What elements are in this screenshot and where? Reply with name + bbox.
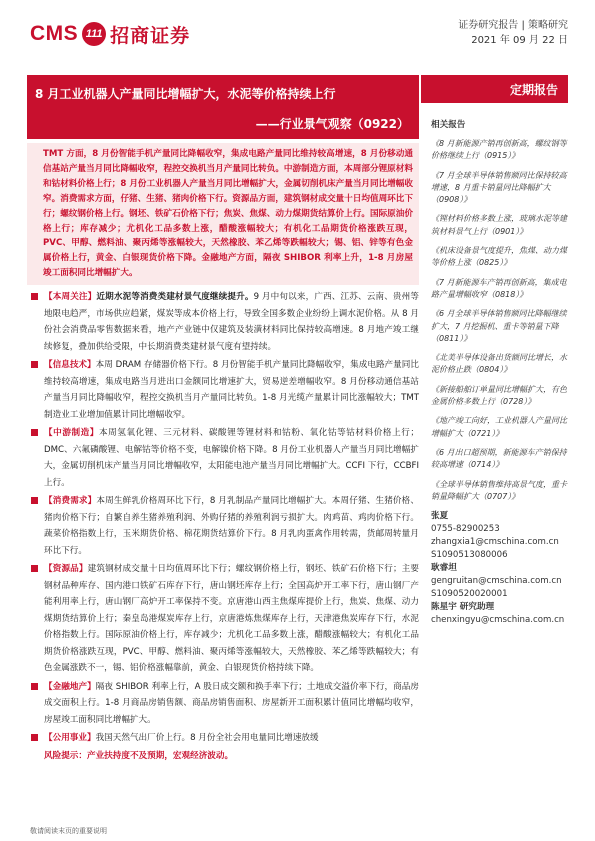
page-header bbox=[0, 0, 595, 60]
related-report-link[interactable]: 《6 月全球半导体销售额同比降幅继续扩大，7 月挖掘机、重卡等销量下降（0811）》 bbox=[431, 309, 567, 343]
related-report-link[interactable]: 《地产竣工向好，工业机器人产量同比增幅扩大（0721）》 bbox=[431, 416, 567, 438]
logo-cms-text: CMS bbox=[30, 22, 79, 45]
analyst-name: 张夏 bbox=[431, 511, 449, 522]
analyst-email[interactable]: chenxingyu@cmschina.com.cn bbox=[431, 615, 565, 626]
bullet-square-icon bbox=[31, 565, 38, 572]
analyst-phone: 0755-82900253 bbox=[431, 524, 500, 535]
related-report-link[interactable]: 《7 月全球半导体销售额同比保持较高增速，8 月重卡销量同比降幅扩大（0908）》 bbox=[431, 170, 567, 205]
bullet-midstream: 【中游制造】本周氢氧化锂、三元材料、碳酸锂等锂材料和钴粉、氧化钴等钴材料价格上行；DMC、六氟磷酸锂、电解钴等价格不变，电解镍价格下降。8 月份工业机器人产量当月同比增幅扩大，金属切削机床产量当月同比增幅收窄，太阳能电池产量当月同比增幅扩大。CCFI 下行，CCBFI 上行。 bbox=[27, 425, 419, 491]
related-report-link[interactable]: 《6 月出口超预期，新能源车产销保持较高增速（0714）》 bbox=[431, 447, 567, 470]
logo-chinese-name: 招商证券 bbox=[110, 24, 191, 47]
analyst-email[interactable]: gengruitan@cmschina.com.cn bbox=[431, 576, 562, 587]
report-type: 证券研究报告 | 策略研究 bbox=[458, 20, 568, 31]
report-title: 8 月工业机器人产量同比增幅扩大，水泥等价格持续上行 bbox=[35, 87, 336, 101]
bullet-square-icon bbox=[31, 293, 38, 300]
related-report-link[interactable]: 《新接船舶订单量同比增幅扩大，有色金属价格多数上行（0728）》 bbox=[431, 384, 567, 407]
bullet-finance-realestate: 【金融地产】隔夜 SHIBOR 利率上行，A 股日成交额和换手率下行；土地成交溢价率下行，商品房成交面积上行。1-8 月商品房销售额、商品房销售面积、房屋新开工面积累计值同比增幅均收窄，房屋竣工面积同比增幅扩大。 bbox=[27, 679, 419, 729]
company-logo bbox=[30, 22, 190, 46]
related-reports-list bbox=[431, 138, 571, 503]
related-report-link[interactable]: 《7 月新能源车产销再创新高，集成电路产量增幅收窄（0818）》 bbox=[431, 277, 567, 299]
bullet-utilities: 【公用事业】我国天然气出厂价上行。8 月份全社会用电量同比增速放缓 bbox=[27, 730, 419, 747]
related-report-link[interactable]: 《8 月新能源产销再创新高，螺纹钢等价格继续上行（0915）》 bbox=[431, 139, 567, 161]
page-footer: 敬请阅读末页的重要说明 bbox=[30, 827, 107, 835]
analyst-certificate: S1090513080006 bbox=[431, 550, 508, 561]
bullet-focus: 【本周关注】近期水泥等消费类建材景气度继续提升。9 月中旬以来，广西、江苏、云南、贵州等地限电趋严，市场供应趋紧，煤炭等成本价格上行，导致全国多数企业纷纷上调水泥价格。从 8 月份社会消费品零售数据来看，地产产业链中仅建筑及装潢材料同比保持较高增速。8 月地产竣工继续修复，叠加供给受限，中长期消费类建材景气度有望持续。 bbox=[27, 289, 419, 355]
sidebar bbox=[431, 118, 571, 627]
bullet-list bbox=[27, 289, 419, 747]
related-reports-title: 相关报告 bbox=[431, 120, 466, 130]
report-subtitle: ——行业景气观察（0922） bbox=[255, 117, 409, 131]
bullet-it: 【信息技术】本周 DRAM 存储器价格下行。8 月份智能手机产量同比降幅收窄，集成电路产量同比维持较高增速，集成电路当月进出口金额同比增速扩大，贸易逆差增幅收窄。8 月份移动通信基站产量当月同比降幅收窄，程控交换机当月产量同比转负。1-8 月光缆产量累计同比涨幅较大；TMT 制造业工业增加值累计同比增幅收窄。 bbox=[27, 357, 419, 423]
related-report-link[interactable]: 《机床设备景气度提升，焦煤、动力煤等价格上涨（0825）》 bbox=[431, 246, 567, 268]
risk-warning: 风险提示：产业扶持度不及预期，宏观经济波动。 bbox=[44, 750, 234, 761]
report-date: 2021 年 09 月 22 日 bbox=[471, 35, 568, 46]
bullet-square-icon bbox=[31, 683, 38, 690]
analyst-info bbox=[431, 510, 571, 627]
bullet-square-icon bbox=[31, 497, 38, 504]
bullet-square-icon bbox=[31, 361, 38, 368]
title-banner bbox=[27, 75, 419, 139]
header-meta bbox=[458, 18, 568, 48]
related-report-link[interactable]: 《北美半导体设备出货额同比增长，水泥价格止跌（0804）》 bbox=[431, 353, 567, 375]
analyst-name: 陈星宇 研究助理 bbox=[431, 602, 495, 613]
related-report-link[interactable]: 《锂材料价格多数上涨，玻璃水泥等建筑材料景气上行（0901）》 bbox=[431, 214, 567, 236]
summary-box: TMT 方面，8 月份智能手机产量同比降幅收窄，集成电路产量同比维持较高增速，8 月份移动通信基站产量当月同比降幅收窄，程控交换机当月产量同比转负。中游制造方面，本周部分锂原材料和钴材料价格上行；8 月份工业机器人产量当月同比增幅扩大，金属切削机床产量当月同比增幅收窄。消费需求方面，仔猪、生猪、猪肉价格下行。资源品方面，建筑钢材成交量十日均值周环比下行；螺纹钢价格上行。钢坯、铁矿石价格下行；焦炭、焦煤、动力煤期货结算价上行。国际原油价格上行；库存减少；尤机化工品多数上涨，醋酸涨幅较大；有机化工品期货价格涨跌互现，PVC、甲醇、燃料油、聚丙烯等涨幅较大，天然橡胶、苯乙烯等跌幅较大；锡、铝、锌等有色金属价格上行，黄金、白银现货价格下降。金融地产方面，隔夜 SHIBOR 利率上升，1-8 月房屋竣工面积同比增幅扩大。 bbox=[27, 143, 419, 285]
main-content bbox=[27, 143, 419, 764]
bullet-square-icon bbox=[31, 429, 38, 436]
analyst-certificate: S1090520020001 bbox=[431, 589, 508, 600]
bullet-resources: 【资源品】建筑钢材成交量十日均值周环比下行；螺纹钢价格上行，钢坯、铁矿石价格下行；主要钢材品种库存、国内港口铁矿石库存下行，唐山钢坯库存上行；全国高炉开工率下行，唐山钢厂产能利用率上行，唐山钢厂高炉开工率保持不变。京唐港山西主焦煤库提价上行，焦炭、焦煤、动力煤期货结算价上行；秦皇岛港煤炭库存上行，京唐港炼焦煤库存上行，天津港焦炭库存下行，水泥价格指数上行。国际原油价格上行，库存减少；尤机化工品多数上涨，醋酸涨幅较大；有机化工品期货价格涨跌互现，PVC、甲醇、燃料油、聚丙烯等涨幅较大，天然橡胶、苯乙烯等跌幅较大；有色金属涨跌不一，锡、铝价格涨幅靠前，黄金、白银现货价格持续下降。 bbox=[27, 561, 419, 677]
report-tag-banner bbox=[421, 75, 568, 103]
bullet-square-icon bbox=[31, 734, 38, 741]
logo-mark-icon: 111 bbox=[82, 22, 106, 46]
analyst-name: 耿睿坦 bbox=[431, 563, 457, 574]
analyst-email[interactable]: zhangxia1@cmschina.com.cn bbox=[431, 537, 559, 548]
report-tag: 定期报告 bbox=[509, 83, 558, 97]
related-report-link[interactable]: 《全球半导体销售维持高景气度，重卡销量降幅扩大（0707）》 bbox=[431, 479, 567, 501]
bullet-consumer: 【消费需求】本周生鲜乳价格周环比下行，8 月乳制品产量同比增幅扩大。本周仔猪、生猪价格、猪肉价格下行；自繁自养生猪养殖利润、外购仔猪的养殖利润亏损扩大。肉鸡苗、鸡肉价格下行。蔬菜价格指数上行，玉米期货价格、棉花期货结算价下行。8 月乳肉蛋禽作用转需，货邮周转量月环比下行。 bbox=[27, 493, 419, 559]
